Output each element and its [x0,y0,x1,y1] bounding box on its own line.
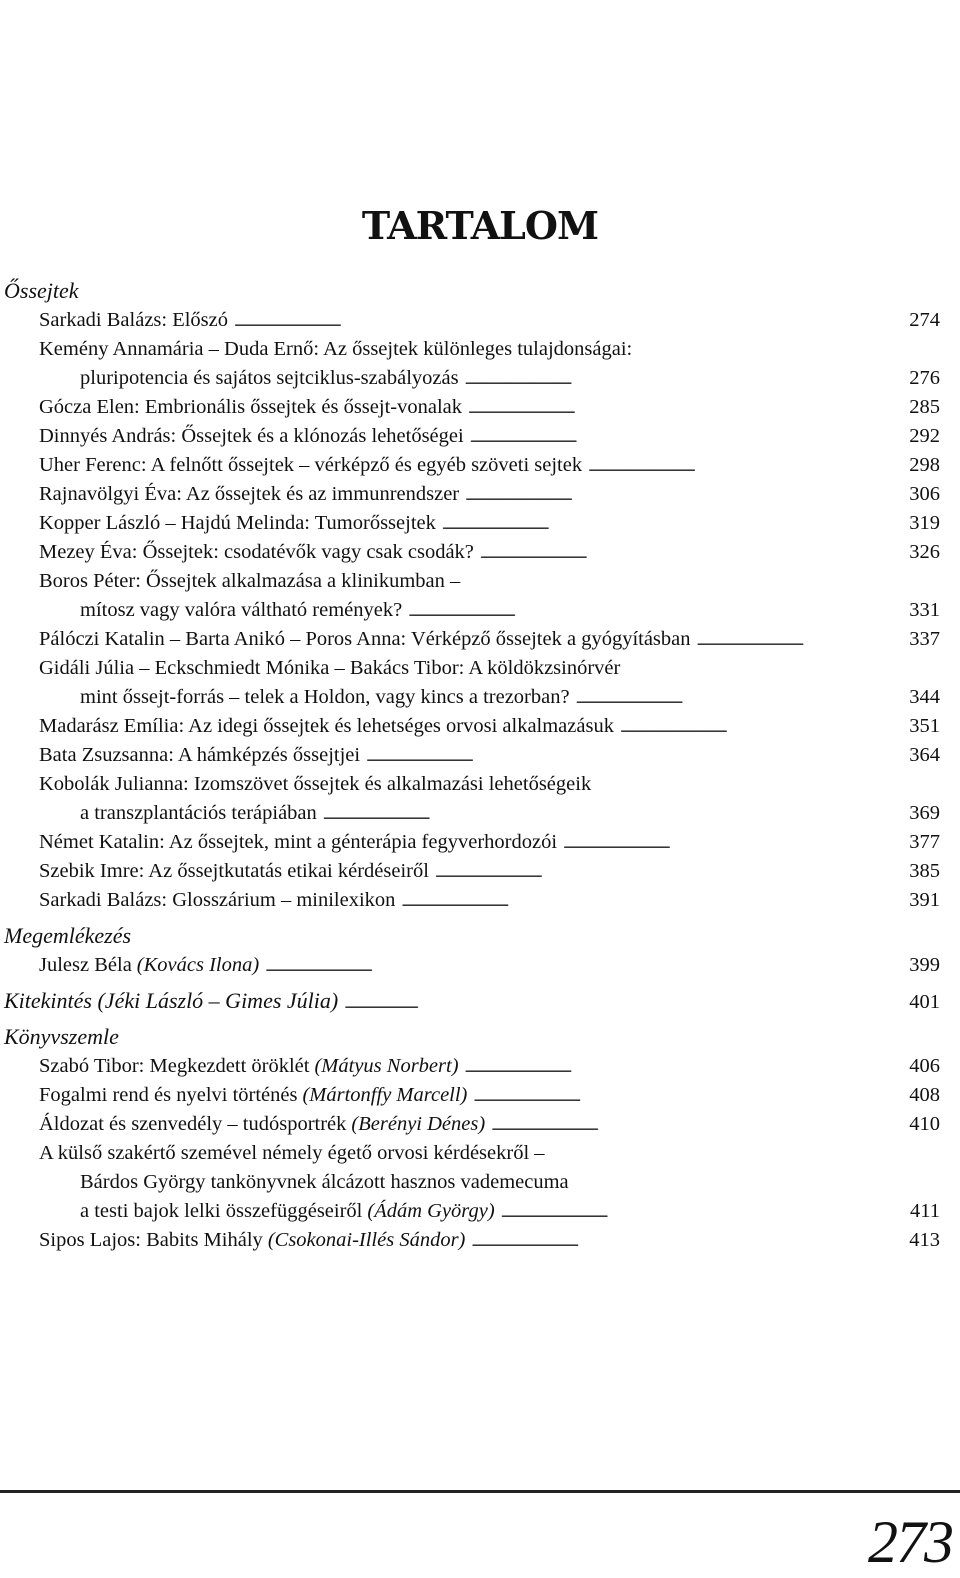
toc-entry-line [4,1226,940,1255]
page-ref: 411 [910,1200,940,1222]
page-ref: 399 [909,954,940,976]
toc-entry[interactable] [4,625,940,654]
page-ref: 410 [909,1113,940,1135]
toc-entry[interactable] [4,480,940,509]
page-ref: 364 [909,744,940,766]
dot-leader [576,683,896,714]
page-ref: 377 [909,831,940,853]
toc-entry[interactable] [4,712,940,741]
toc-entry-line [4,567,940,596]
page-ref: 276 [909,367,940,389]
toc-entry-line [4,1168,940,1197]
dot-leader [234,306,896,337]
page-ref: 344 [909,686,940,708]
page-title: TARTALOM [361,203,599,248]
toc-entry-line [4,951,940,980]
entry-text: a testi bajok lelki összefüggéseiről [80,1200,363,1222]
page-ref: 285 [909,396,940,418]
toc-entry-line [4,712,940,741]
toc-entry[interactable] [4,828,940,857]
entry-reviewer: (Kovács Ilona) [136,954,260,976]
entry-text: Kemény Annamária – Duda Ernő: Az őssejtek különleges tulajdonságai: [39,338,633,360]
section-heading: Könyvszemle [4,1024,119,1049]
entry-text: A külső szakértő szemével némely égető orvosi kérdésekről – [39,1142,545,1164]
toc-entry-line [4,770,940,799]
page-ref: 391 [909,889,940,911]
dot-leader [473,1081,896,1112]
page-ref: 326 [909,541,940,563]
page-ref: 337 [909,628,940,650]
entry-text: Német Katalin: Az őssejtek, mint a génterápia fegyverhordozói [39,831,558,853]
toc-entry-line [4,422,940,451]
entry-reviewer: (Csokonai-Illés Sándor) [267,1229,466,1251]
entry-text: Mezey Éva: Őssejtek: csodatévők vagy csak csodák? [39,541,474,563]
entry-text: Sipos Lajos: Babits Mihály [39,1229,263,1251]
toc-entry[interactable] [4,451,940,480]
dot-leader [470,422,896,453]
entry-reviewer: (Mártonffy Marcell) [302,1084,468,1106]
toc-entry[interactable] [4,509,940,538]
entry-text: Áldozat és szenvedély – tudósportrék [39,1113,347,1135]
dot-leader [465,480,896,511]
toc-entry[interactable] [4,886,940,915]
section-heading: Megemlékezés [4,923,132,948]
dot-leader [408,596,896,627]
toc-entry-line [4,509,940,538]
toc-entry[interactable] [4,1226,940,1255]
toc-entry-line [4,886,940,915]
toc-entry[interactable] [4,1052,940,1081]
entry-text: Dinnyés András: Őssejtek és a klónozás lehetőségei [39,425,464,447]
entry-text: Kobolák Julianna: Izomszövet őssejtek és alkalmazási lehetőségeik [39,773,592,795]
entry-reviewer: (Ádám György) [367,1200,495,1222]
dot-leader [435,857,896,888]
page-number: 273 [868,1509,952,1575]
page-ref: 385 [909,860,940,882]
entry-text: Madarász Emília: Az idegi őssejtek és lehetséges orvosi alkalmazásuk [39,715,614,737]
section-heading [4,986,940,1016]
entry-text: Szabó Tibor: Megkezdett öröklét [39,1055,310,1077]
page-ref: 298 [909,454,940,476]
footer-rule [0,1490,960,1493]
toc-entry-line [4,683,940,712]
toc-entry-line [4,799,940,828]
toc-entry-line [4,538,940,567]
entry-text: Sarkadi Balázs: Előszó [39,309,229,331]
toc-entry-line [4,857,940,886]
entry-reviewer: (Mátyus Norbert) [314,1055,459,1077]
toc-entry-line [4,364,940,393]
entry-text: Bata Zsuzsanna: A hámképzés őssejtjei [39,744,361,766]
dot-leader [468,393,896,424]
page-ref: 274 [909,309,940,331]
page-ref: 331 [909,599,940,621]
toc-entry[interactable] [4,567,940,625]
section-heading-text: Kitekintés (Jéki László – Gimes Júlia) [4,988,339,1013]
entry-text: Bárdos György tankönyvnek álcázott hasznos vademecuma [80,1171,569,1193]
toc-entry-line [4,1110,940,1139]
toc-entry-line [4,828,940,857]
toc-entry-line [4,1052,940,1081]
toc-entry-line [4,1081,940,1110]
page-ref: 406 [909,1055,940,1077]
toc-entry[interactable] [4,951,940,980]
entry-text: a transzplantációs terápiában [80,802,317,824]
toc-entry-line [4,306,940,335]
toc-entry-line [4,596,940,625]
dot-leader [323,799,896,830]
entry-text: mint őssejt-forrás – telek a Holdon, vagy kincs a trezorban? [80,686,570,708]
page-ref: 306 [909,483,940,505]
toc-entry[interactable] [4,335,940,393]
toc-entry-line [4,335,940,364]
dot-leader [265,951,896,982]
entry-text: Fogalmi rend és nyelvi történés [39,1084,298,1106]
toc-entry-line [4,480,940,509]
toc-entry[interactable] [4,857,940,886]
entry-text: Gócza Elen: Embrionális őssejtek és őssejt-vonalak [39,396,462,418]
toc-entry-line [4,654,940,683]
entry-text: mítosz vagy valóra váltható remények? [80,599,403,621]
entry-text: Boros Péter: Őssejtek alkalmazása a klinikumban – [39,570,461,592]
dot-leader [563,828,896,859]
toc-entry[interactable] [4,422,940,451]
toc-entry-line [4,1197,940,1226]
toc-entry[interactable] [4,770,940,828]
page-ref: 401 [909,991,940,1013]
toc-entry-line [4,625,940,654]
section-heading: Őssejtek [4,278,79,303]
entry-text: Sarkadi Balázs: Glosszárium – minilexikon [39,889,396,911]
entry-text: Pálóczi Katalin – Barta Anikó – Poros Anna: Vérképző őssejtek a gyógyításban [39,628,691,650]
dot-leader [588,451,896,482]
toc-entry-line [4,1139,940,1168]
page-ref: 408 [909,1084,940,1106]
dot-leader [401,886,896,917]
toc-entry[interactable] [4,1081,940,1110]
entry-text: Rajnavölgyi Éva: Az őssejtek és az immunrendszer [39,483,460,505]
dot-leader [697,625,896,656]
dot-leader [471,1226,896,1257]
dot-leader [501,1197,896,1228]
page-ref: 369 [909,802,940,824]
dot-leader [620,712,896,743]
toc-entry[interactable] [4,1110,940,1139]
toc-entry-line [4,451,940,480]
dot-leader [480,538,896,569]
dot-leader [366,741,896,772]
page-ref: 292 [909,425,940,447]
entry-text: Julesz Béla [39,954,132,976]
toc-entry[interactable] [4,1139,940,1226]
entry-text: pluripotencia és sajátos sejtciklus-szabályozás [80,367,459,389]
dot-leader [465,1052,896,1083]
entry-text: Szebik Imre: Az őssejtkutatás etikai kérdéseiről [39,860,429,882]
toc-entry[interactable] [4,654,940,712]
toc-entry[interactable] [4,306,940,335]
dot-leader [442,509,896,540]
entry-text: Kopper László – Hajdú Melinda: Tumorőssejtek [39,512,436,534]
toc-entry[interactable] [4,741,940,770]
entry-reviewer: (Berényi Dénes) [351,1113,486,1135]
entry-text: Gidáli Júlia – Eckschmiedt Mónika – Bakács Tibor: A köldökzsinórvér [39,657,621,679]
entry-text: Uher Ferenc: A felnőtt őssejtek – vérképző és egyéb szöveti sejtek [39,454,583,476]
toc-entry-line [4,393,940,422]
table-of-contents [4,276,940,1255]
page-ref: 413 [909,1229,940,1251]
page-ref: 319 [909,512,940,534]
toc-entry[interactable] [4,393,940,422]
dot-leader [465,364,896,395]
dot-leader: . . . . . . . . . . . . . . . . . . . . . . . . . . . . . . . . . . . . . . . . . . . . . . . . . . . . . . . . . . . . . . . . . . . . . . . . . . . . . . . . . . . . . . . . . . . . . . . . . . . . . . . . . . . . . . . . . . . . . . . . [344,997,416,1012]
toc-entry-line [4,741,940,770]
toc-entry[interactable] [4,538,940,567]
page-ref: 351 [909,715,940,737]
dot-leader [491,1110,896,1141]
